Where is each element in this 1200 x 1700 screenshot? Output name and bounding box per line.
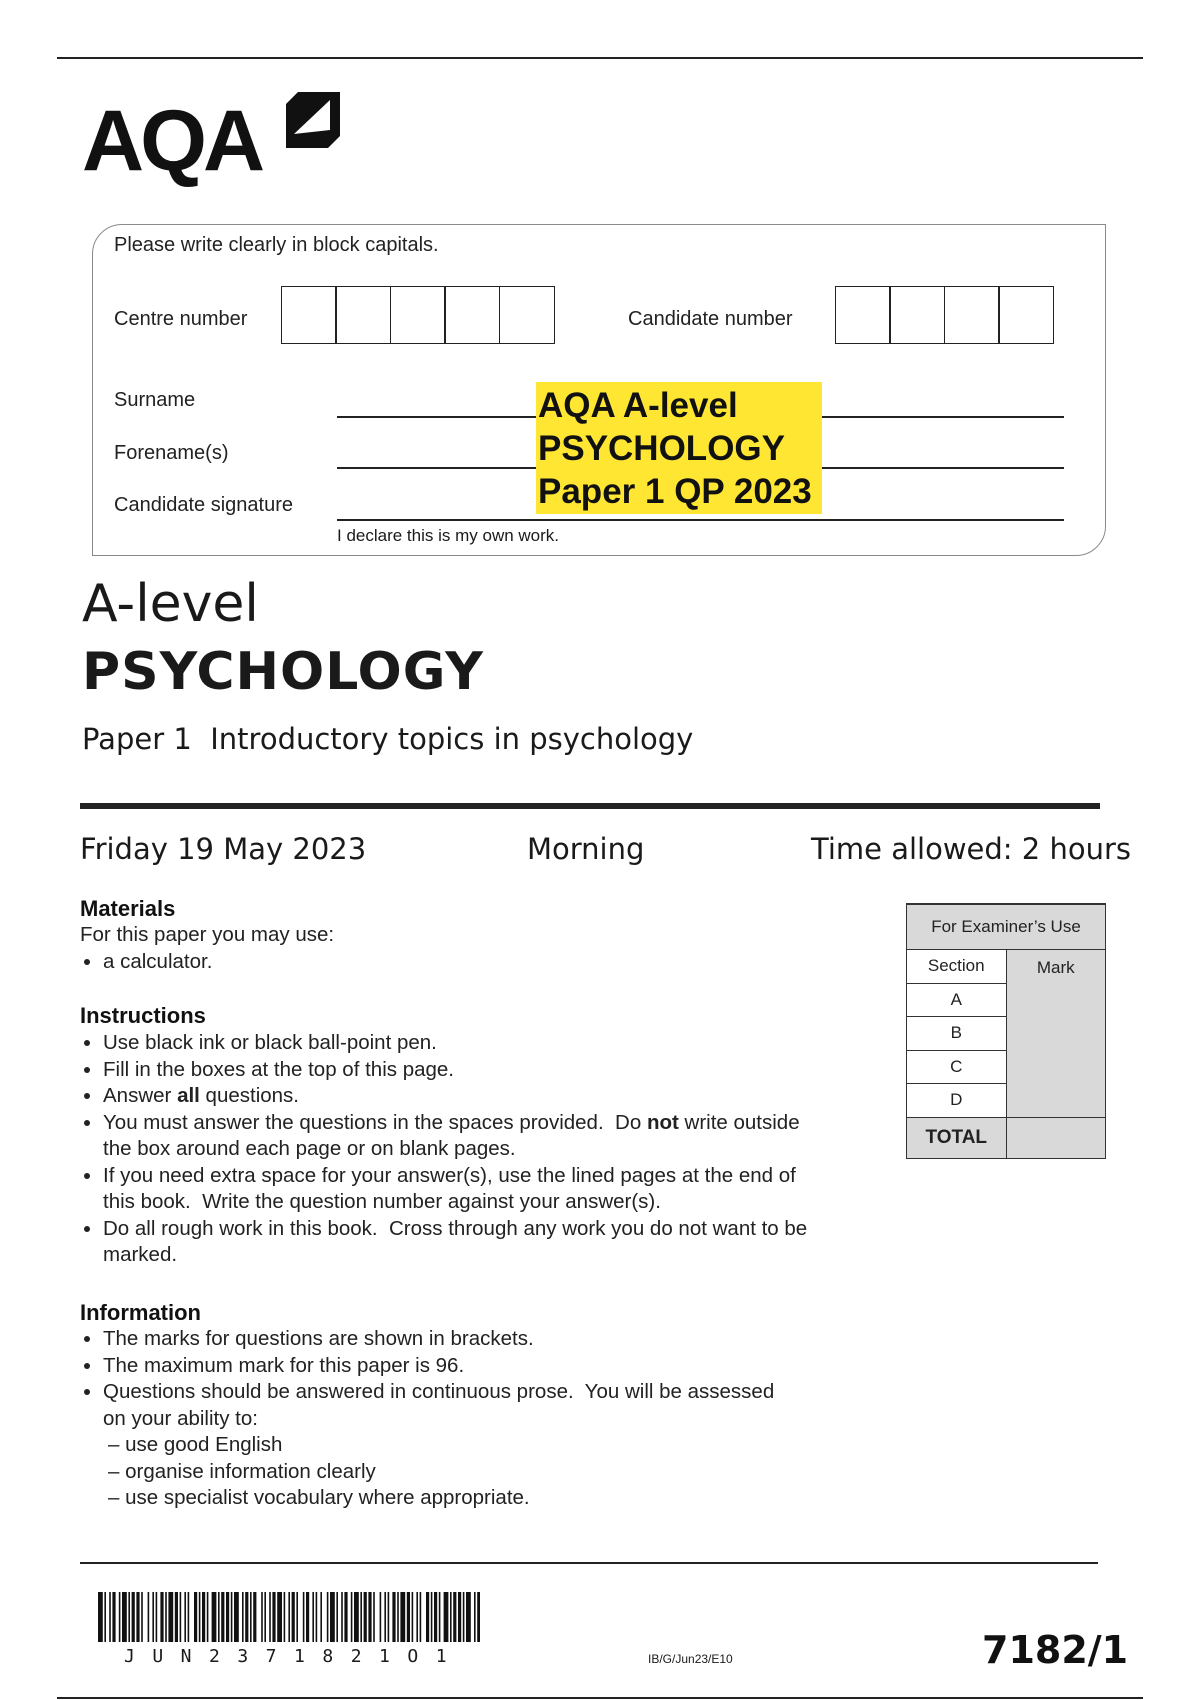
candidate-number-label: Candidate number	[628, 308, 793, 330]
barcode-bar	[156, 1592, 158, 1642]
bottom-rule	[57, 1697, 1143, 1699]
section-row-c: C	[907, 1050, 1007, 1084]
forenames-label: Forename(s)	[114, 442, 229, 464]
barcode-bar	[152, 1592, 154, 1642]
barcode-bar	[253, 1592, 256, 1642]
instruction-item: • Fill in the boxes at the top of this page.	[103, 1057, 820, 1084]
barcode-bar	[119, 1592, 121, 1642]
barcode-bar	[272, 1592, 275, 1642]
aqa-logo: AQA	[82, 93, 262, 189]
barcode-bar	[207, 1592, 209, 1642]
barcode-bar	[132, 1592, 135, 1642]
barcode-bar	[288, 1592, 290, 1642]
barcode-bar	[188, 1592, 190, 1642]
information-subitem: – use specialist vocabulary where appropriate.	[108, 1486, 530, 1509]
barcode-bar	[360, 1592, 362, 1642]
centre-number-boxes[interactable]	[282, 286, 555, 344]
materials-intro: For this paper you may use:	[80, 923, 335, 946]
highlight-line-2: PSYCHOLOGY	[538, 429, 785, 468]
barcode-bar	[141, 1592, 143, 1642]
candidate-digit-box[interactable]	[998, 286, 1054, 344]
information-subitem: – use good English	[108, 1433, 283, 1456]
instruction-item: • Do all rough work in this book. Cross through any work you do not want to be marked.	[103, 1216, 820, 1269]
barcode-bar	[434, 1592, 437, 1642]
barcode-bar	[264, 1592, 266, 1642]
information-item: • Questions should be answered in continuous prose. You will be assessed on your ability to:	[103, 1379, 800, 1432]
barcode-bar	[431, 1592, 433, 1642]
barcode-bar	[351, 1592, 353, 1642]
barcode-bar	[444, 1592, 449, 1642]
barcode-bar	[199, 1592, 201, 1642]
materials-heading: Materials	[80, 896, 176, 921]
barcode-bar	[327, 1592, 329, 1642]
instruction-item: • Answer all questions.	[103, 1083, 820, 1110]
barcode-bar	[380, 1592, 382, 1642]
barcode-bar	[439, 1592, 441, 1642]
total-mark-cell	[1006, 1117, 1106, 1158]
barcode-bar	[218, 1592, 220, 1642]
barcode-bar	[416, 1592, 418, 1642]
barcode-bar	[388, 1592, 390, 1642]
barcode-bar	[466, 1592, 471, 1642]
barcode-bar	[412, 1592, 414, 1642]
barcode-bar	[160, 1592, 163, 1642]
barcode-bar	[98, 1592, 103, 1642]
total-label: TOTAL	[907, 1117, 1007, 1158]
barcode-bar	[303, 1592, 305, 1642]
barcode-number: JUN2371821O1	[124, 1646, 465, 1667]
barcode-bar	[194, 1592, 197, 1642]
barcode-bar	[306, 1592, 309, 1642]
barcode-bar	[407, 1592, 410, 1642]
signature-line[interactable]	[337, 519, 1064, 521]
barcode-bar	[109, 1592, 111, 1642]
exam-date: Friday 19 May 2023	[80, 832, 367, 866]
barcode-bar	[148, 1592, 150, 1642]
mark-column	[1006, 950, 1106, 1118]
barcode-icon	[98, 1592, 480, 1650]
signature-label: Candidate signature	[114, 494, 294, 516]
barcode-bar	[320, 1592, 322, 1642]
barcode-bar	[296, 1592, 298, 1642]
mark-column-header: Mark	[1036, 958, 1075, 977]
barcode-bar	[364, 1592, 367, 1642]
section-row-b: B	[907, 1017, 1007, 1051]
examiners-use-table	[906, 903, 1106, 1159]
centre-digit-box[interactable]	[444, 286, 500, 344]
centre-digit-box[interactable]	[390, 286, 446, 344]
exam-session: Morning	[527, 832, 645, 866]
barcode-bar	[202, 1592, 205, 1642]
barcode-bar	[330, 1592, 335, 1642]
barcode-bar	[128, 1592, 130, 1642]
barcode-bar	[284, 1592, 286, 1642]
paper-title: Paper 1 Introductory topics in psychology	[82, 722, 694, 756]
barcode-bar	[250, 1592, 252, 1642]
barcode-bar	[450, 1592, 452, 1642]
barcode-bar	[212, 1592, 217, 1642]
barcode-bar	[165, 1592, 167, 1642]
barcode-bar	[234, 1592, 239, 1642]
barcode-bar	[336, 1592, 338, 1642]
barcode-bar	[122, 1592, 127, 1642]
barcode-bar	[184, 1592, 186, 1642]
barcode-bar	[420, 1592, 422, 1642]
section-row-d: D	[907, 1084, 1007, 1118]
instruction-item: • You must answer the questions in the spaces provided. Do not write outside the box around each page or on blank pages.	[103, 1110, 820, 1163]
materials-section	[80, 922, 820, 975]
surname-label: Surname	[114, 389, 196, 411]
information-item: • The maximum mark for this paper is 96.	[103, 1353, 800, 1380]
centre-digit-box[interactable]	[499, 286, 555, 344]
information-subitem: – organise information clearly	[108, 1459, 376, 1483]
barcode-bar	[136, 1592, 139, 1642]
instruction-item: • If you need extra space for your answer(s), use the lined pages at the end of this book. Write the question number against your answer(s).	[103, 1163, 820, 1216]
barcode-bar	[463, 1592, 465, 1642]
block-capitals-instruction: Please write clearly in block capitals.	[114, 234, 439, 256]
barcode-bar	[392, 1592, 395, 1642]
title-divider	[80, 803, 1100, 809]
barcode-bar	[400, 1592, 405, 1642]
document-reference: IB/G/Jun23/E10	[648, 1652, 733, 1666]
barcode-bar	[458, 1592, 461, 1642]
barcode-bar	[426, 1592, 429, 1642]
instruction-item: • Use black ink or black ball-point pen.	[103, 1030, 820, 1057]
qualification-level: A-level	[82, 574, 259, 634]
barcode-bar	[477, 1592, 480, 1642]
centre-digit-box[interactable]	[281, 286, 337, 344]
barcode-bar	[292, 1592, 295, 1642]
section-column-header: Section	[907, 950, 1007, 984]
barcode-bar	[316, 1592, 318, 1642]
barcode-bar	[226, 1592, 229, 1642]
title-highlight	[536, 382, 822, 514]
candidate-number-boxes[interactable]	[836, 286, 1054, 344]
instructions-section	[80, 1030, 820, 1269]
barcode-bar	[474, 1592, 476, 1642]
declaration-text: I declare this is my own work.	[337, 526, 560, 545]
barcode-bar	[104, 1592, 106, 1642]
candidate-digit-box[interactable]	[835, 286, 891, 344]
top-rule	[57, 57, 1143, 59]
information-section	[80, 1326, 800, 1512]
barcode-bar	[341, 1592, 343, 1642]
time-allowed: Time allowed: 2 hours	[811, 832, 1131, 866]
barcode-bar	[368, 1592, 371, 1642]
information-heading: Information	[80, 1300, 201, 1325]
barcode-bar	[373, 1592, 375, 1642]
centre-digit-box[interactable]	[335, 286, 391, 344]
barcode-bar	[312, 1592, 314, 1642]
barcode-bar	[261, 1592, 263, 1642]
paper-code: 7182/1	[982, 1628, 1129, 1672]
candidate-digit-box[interactable]	[889, 286, 945, 344]
barcode-bar	[384, 1592, 386, 1642]
barcode-bar	[180, 1592, 182, 1642]
barcode-bar	[397, 1592, 399, 1642]
barcode-bar	[112, 1592, 115, 1642]
barcode-bar	[453, 1592, 456, 1642]
barcode-bar	[175, 1592, 178, 1642]
examiners-use-title: For Examiner’s Use	[907, 904, 1106, 950]
instructions-heading: Instructions	[80, 1003, 206, 1028]
materials-item: • a calculator.	[103, 949, 820, 976]
centre-number-label: Centre number	[114, 308, 248, 330]
barcode-bar	[231, 1592, 233, 1642]
barcode-bar	[221, 1592, 224, 1642]
section-row-a: A	[907, 983, 1007, 1017]
footer-rule	[80, 1562, 1098, 1564]
barcode-bar	[277, 1592, 282, 1642]
aqa-logo-mark-icon	[284, 90, 342, 150]
highlight-line-3: Paper 1 QP 2023	[538, 472, 812, 511]
highlight-line-1: AQA A-level	[538, 386, 738, 425]
barcode-bar	[269, 1592, 271, 1642]
barcode-bar	[168, 1592, 173, 1642]
candidate-digit-box[interactable]	[944, 286, 1000, 344]
information-item: • The marks for questions are shown in brackets.	[103, 1326, 800, 1353]
barcode-bar	[245, 1592, 248, 1642]
barcode-bar	[242, 1592, 244, 1642]
barcode-bar	[344, 1592, 347, 1642]
barcode-bar	[354, 1592, 359, 1642]
subject-title: PSYCHOLOGY	[82, 642, 484, 702]
